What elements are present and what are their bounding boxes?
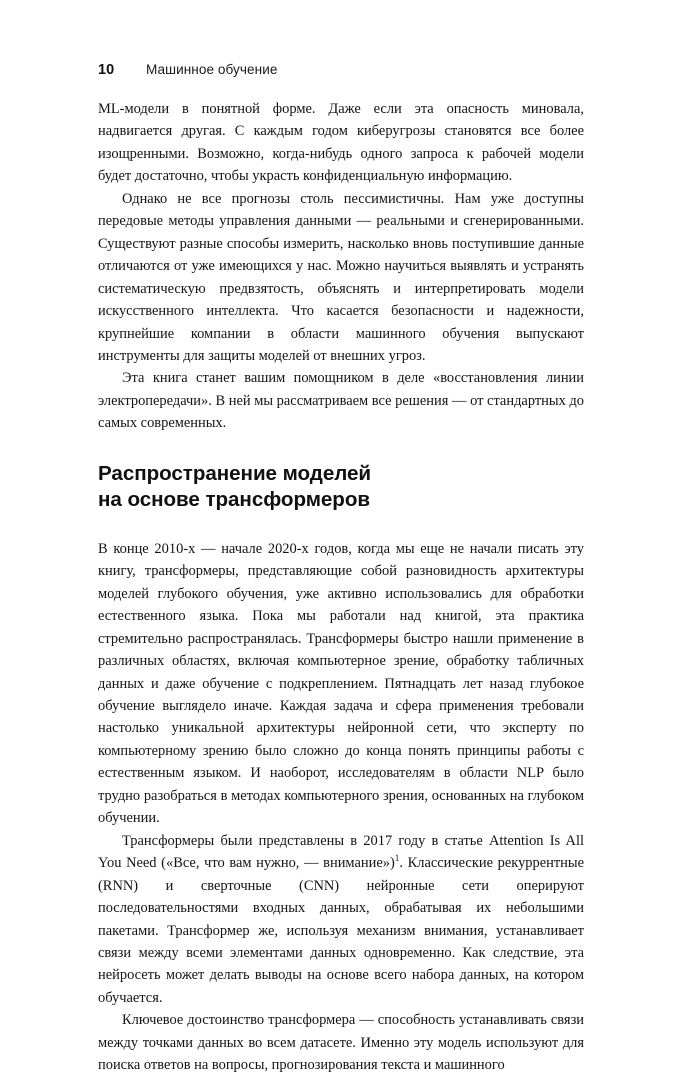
section-heading-line-2: на основе трансформеров (98, 488, 370, 512)
paragraph-continuation: ML-модели в понятной форме. Даже если эта опасность миновала, надвигается другая. С каждым годом киберугрозы становятся все более изощренными. Возможно, когда-нибудь одного запроса к рабочей модели будет достаточно, чтобы украсть конфиденциальную информацию. (98, 101, 584, 185)
paragraph-attention-paper (98, 830, 584, 1010)
chapter-title: Машинное обучение (146, 62, 278, 77)
paragraph-book-purpose: Эта книга станет вашим помощником в деле «восстановления линии электропередачи». В ней мы рассматриваем все решения — от стандартных до самых современных. (98, 370, 584, 432)
paragraph-key-advantage: Ключевое достоинство трансформера — способность устанавливать связи между точками данных во всем датасете. Именно эту модель используют для поиска ответов на вопросы, прогнозирования текста и машинного (98, 1012, 584, 1074)
section-heading (98, 461, 584, 514)
paragraph-optimistic-outlook: Однако не все прогнозы столь пессимистичны. Нам уже доступны передовые методы управления данными — реальными и сгенерированными. Существуют разные способы измерить, насколько вновь поступившие данные отличаются от уже имеющихся у нас. Можно научиться выявлять и устранять систематическую предвзятость, объяснять и интерпретировать модели искусственного интеллекта. Что касается безопасности и надежности, крупнейшие компании в области машинного обучения выпускают инструменты для защиты моделей от внешних угроз. (98, 190, 584, 364)
paragraph-transformers-history: В конце 2010-х — начале 2020-х годов, когда мы еще не начали писать эту книгу, трансформеры, представляющие собой разновидность архитектуры моделей глубокого обучения, уже активно использовались для обработки естественного языка. Пока мы работали над книгой, эта практика стремительно распространялась. Трансформеры быстро нашли применение в различных областях, включая компьютерное зрение, обработку табличных данных и даже обучение с подкреплением. Пятнадцать лет назад глубокое обучение выглядело иначе. Каждая задача и сфера применения требовали настолько уникальной архитектуры нейронной сети, что эксперту по компьютерному зрению было сложно до конца понять принципы работы с естественным языком. И наоборот, исследователям в области NLP было трудно разобраться в методах компьютерного зрения, основанных на глубоком обучении. (98, 540, 584, 827)
attention-paper-text-before: Трансформеры были представлены в 2017 году в статье Attention Is All You Need («Все, что вам нужно, — внимание») (98, 832, 584, 872)
heading-spacer-bottom (98, 514, 584, 538)
footnote-marker: 1 (394, 853, 400, 864)
heading-spacer-top (98, 435, 584, 461)
text-column (98, 98, 584, 1077)
running-head (98, 62, 584, 82)
section-heading-line-1: Распространение моделей (98, 461, 372, 485)
page-number: 10 (98, 62, 115, 78)
attention-paper-text-after: . Классические рекуррентные (RNN) и сверточные (CNN) нейронные сети оперируют последовательностями входных данных, обрабатывая их небольшими пакетами. Трансформер же, используя механизм внимания, устанавливает связи между всеми элементами данных одновременно. Как следствие, эта нейросеть может делать выводы на основе всего набора данных, на котором обучается. (98, 855, 585, 1006)
